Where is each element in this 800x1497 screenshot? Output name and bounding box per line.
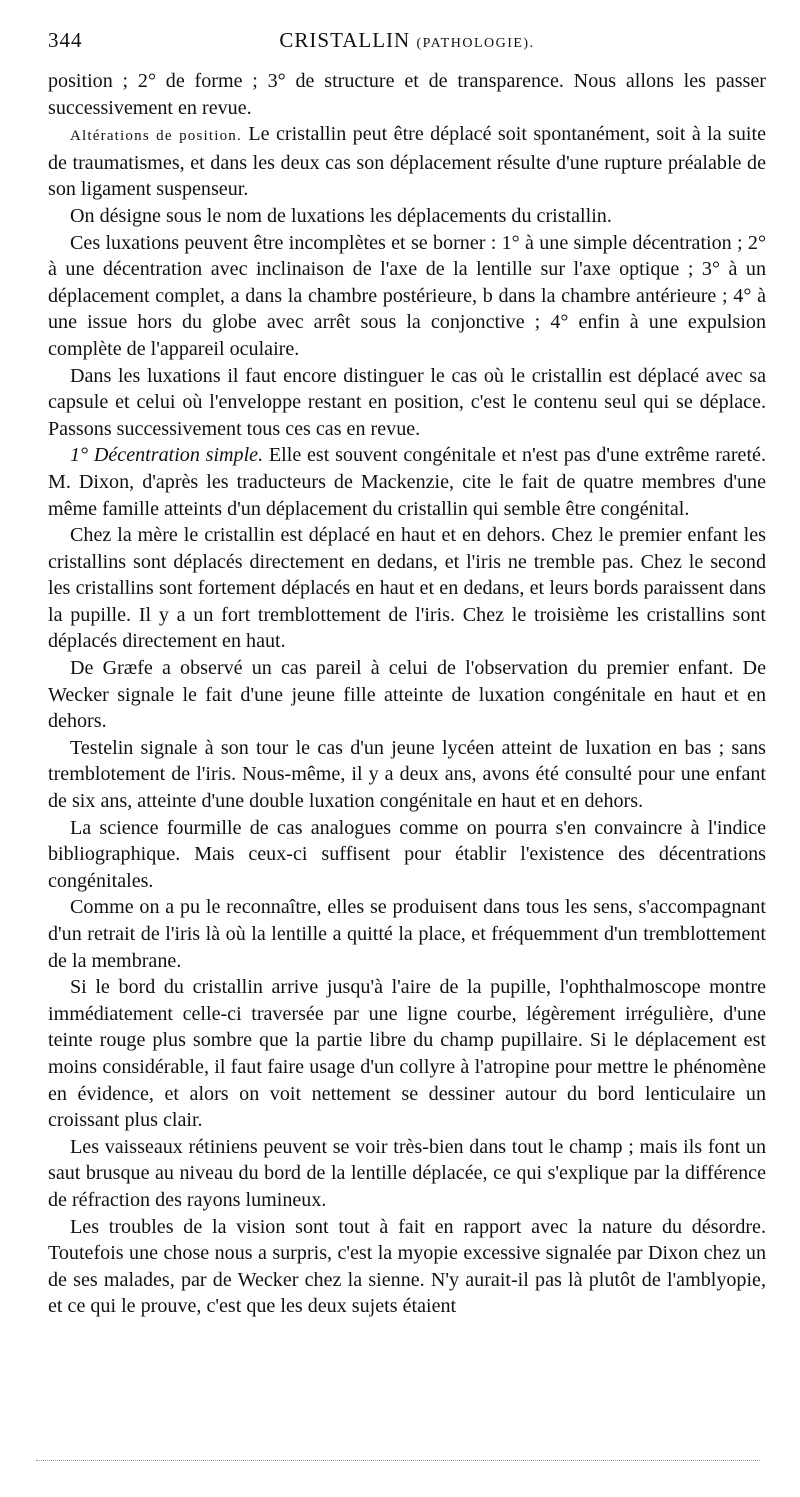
paragraph-text: Les troubles de la vision sont tout à fait en rapport avec la nature du désordre. Toutefois une chose nous a surpris, c'est la myopie excessive signalée par Dixon chez un de ses malades, par de Wecker chez la sienne. N'y aurait-il pas là plutôt de l'amblyopie, et ce qui le prouve, c'est que les deux sujets étaient bbox=[48, 1215, 766, 1318]
running-title bbox=[48, 28, 766, 53]
paragraph-text: On désigne sous le nom de luxations les déplacements du cristallin. bbox=[70, 204, 612, 227]
running-title-main: CRISTALLIN bbox=[279, 28, 411, 52]
paragraph bbox=[48, 121, 766, 203]
paragraph-text: Si le bord du cristallin arrive jusqu'à l'aire de la pupille, l'ophthalmoscope montre immédiatement celle-ci traversée par une ligne courbe, légèrement irrégulière, d'une teinte rouge plus sombre que la partie libre du champ pupillaire. Si le déplacement est moins considérable, il faut faire usage d'un collyre à l'atropine pour mettre le phénomène en évidence, et alors on voit nettement se dessiner autour du bord lenticulaire un croissant plus clair. bbox=[48, 976, 766, 1132]
paragraph bbox=[48, 815, 766, 895]
paragraph-text: De Græfe a observé un cas pareil à celui de l'observation du premier enfant. De Wecker signale le fait d'une jeune fille atteinte de luxation congénitale en haut et en dehors. bbox=[48, 657, 766, 733]
paragraph bbox=[48, 1134, 766, 1214]
paragraph bbox=[48, 1214, 766, 1320]
paragraph-text: Elle est souvent congénitale et n'est pas d'une extrême rareté. M. Dixon, d'après les traducteurs de Mackenzie, cite le fait de quatre membres d'une même famille atteints d'un déplacement du cristallin qui semble être congénital. bbox=[48, 444, 766, 520]
paragraph-text: Ces luxations peuvent être incomplètes et se borner : 1° à une simple décentration ; 2° à une décentration avec inclinaison de l'axe de la lentille sur l'axe optique ; 3° à un déplacement complet, a dans la chambre postérieure, b dans la chambre antérieure ; 4° à une issue hors du globe avec arrêt sous la conjonctive ; 4° enfin à une expulsion complète de l'appareil oculaire. bbox=[48, 231, 766, 360]
paragraph-text: position ; 2° de forme ; 3° de structure et de transparence. Nous allons les passer successivement en revue. bbox=[48, 70, 766, 119]
subsection-heading: 1° Décentration simple. bbox=[70, 444, 264, 467]
paragraph-text: Testelin signale à son tour le cas d'un jeune lycéen atteint de luxation en bas ; sans tremblotement de l'iris. Nous-même, il y a deux ans, avons été consulté pour une enfant de six ans, atteinte d'une double luxation congénitale en haut et en dehors. bbox=[48, 736, 766, 813]
running-header bbox=[48, 28, 766, 58]
paragraph bbox=[48, 655, 766, 735]
body-text bbox=[48, 68, 766, 1320]
paragraph bbox=[48, 522, 766, 655]
paragraph bbox=[48, 68, 766, 121]
scan-bottom-artifact bbox=[36, 1460, 760, 1461]
paragraph-text: La science fourmille de cas analogues comme on pourra s'en convaincre à l'indice bibliographique. Mais ceux-ci suffisent pour établir l'existence des décentrations congénitales. bbox=[48, 816, 766, 892]
paragraph bbox=[48, 894, 766, 974]
paragraph-text: Dans les luxations il faut encore distinguer le cas où le cristallin est déplacé avec sa capsule et celui où l'enveloppe restant en position, c'est le contenu seul qui se déplace. Passons successivement tous ces cas en revue. bbox=[48, 364, 766, 440]
section-heading: Altérations de position. bbox=[70, 128, 242, 145]
paragraph bbox=[48, 230, 766, 363]
paragraph bbox=[48, 203, 766, 230]
paragraph bbox=[48, 363, 766, 443]
paragraph-text: Les vaisseaux rétiniens peuvent se voir très-bien dans tout le champ ; mais ils font un saut brusque au niveau du bord de la lentille déplacée, ce qui s'explique par la différence de réfraction des rayons lumineux. bbox=[48, 1135, 766, 1211]
paragraph-text: Chez la mère le cristallin est déplacé en haut et en dehors. Chez le premier enfant les cristallins sont déplacés directement en dedans, et l'iris ne tremble pas. Chez le second les cristallins sont fortement déplacés en haut et en dedans, et leurs bords paraissent dans la pupille. Il y a un fort tremblottement de l'iris. Chez le troisième les cristallins sont déplacés directement en haut. bbox=[48, 524, 766, 653]
page-number: 344 bbox=[48, 28, 83, 52]
paragraph-text: Comme on a pu le reconnaître, elles se produisent dans tous les sens, s'accompagnant d'un retrait de l'iris là où la lentille a quitté la place, et fréquemment d'un tremblottement de la membrane. bbox=[48, 896, 766, 972]
running-title-sub: (PATHOLOGIE). bbox=[416, 36, 535, 51]
paragraph-text: Le cristallin peut être déplacé soit spontanément, soit à la suite de traumatismes, et dans les deux cas son déplacement résulte d'une rupture préalable de son ligament suspenseur. bbox=[48, 123, 766, 201]
paragraph bbox=[48, 442, 766, 522]
paragraph bbox=[48, 974, 766, 1134]
book-page bbox=[48, 28, 766, 1320]
paragraph bbox=[48, 735, 766, 815]
